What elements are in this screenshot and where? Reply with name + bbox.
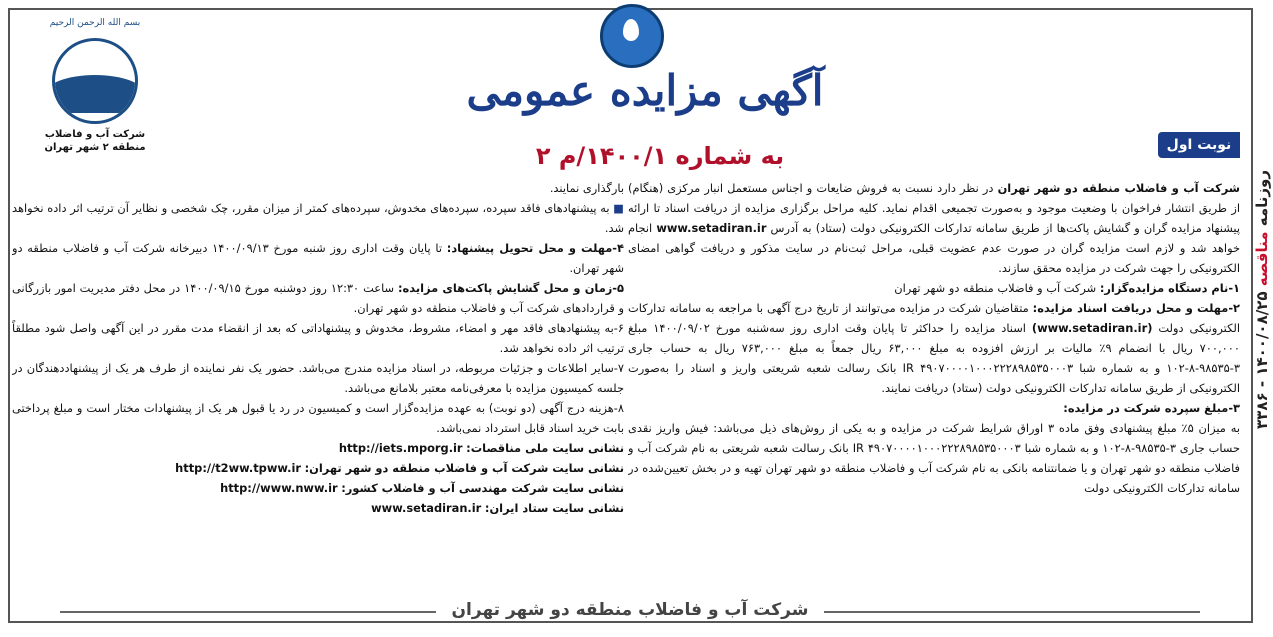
link-url-4[interactable]: www.setadiran.ir [371, 501, 482, 515]
section-1 [628, 278, 1240, 298]
section-4 [12, 238, 624, 278]
section-3-title: ۳-مبلغ سپرده شرکت در مزایده: [1063, 401, 1240, 415]
logo-line-2: منطقه ۲ شهر تهران [44, 142, 146, 153]
water-drop-icon [600, 4, 664, 68]
link-label-2: نشانی سایت شرکت آب و فاضلاب منطقه دو شهر تهران: [304, 461, 624, 475]
ad-title: آگهی مزایده عمومی [466, 66, 824, 115]
intro-link[interactable]: www.setadiran.ir [656, 221, 767, 235]
section-5 [12, 278, 624, 318]
section-7: ۷-سایر اطلاعات و جزئیات مربوطه، در اسناد مزایده مندرج می‌باشد. حضور یک نفر نماینده از طرف هر یک از پیشنهاددهندگان در جلسه کمیسیون مزایده با معرفی‌نامه معتبر بلامانع می‌باشد. [12, 361, 624, 395]
logo-line-1: شرکت آب و فاضلاب [44, 129, 146, 140]
ad-number: به شماره ۱۴۰۰/۱/م ۲ [535, 142, 785, 170]
link-row-3 [12, 478, 624, 498]
section-3 [628, 398, 1240, 418]
section-2-text: متقاضیان شرکت در مزایده می‌توانند از تاریخ درج آگهی با مراجعه به سامانه تدارکات الکترونیکی دولت [628, 301, 1240, 335]
company-logo [30, 18, 160, 168]
link-row-2 [12, 458, 624, 478]
link-label-4: نشانی سایت ستاد ایران: [484, 501, 624, 515]
section-4-title: ۴-مهلت و محل تحویل پیشنهاد: [446, 241, 624, 255]
section-2-link[interactable]: (www.setadiran.ir) [1031, 321, 1153, 335]
deposit-note [12, 198, 624, 238]
newspaper-sidebar [1249, 0, 1273, 637]
link-url-1[interactable]: http://iets.mporg.ir [338, 441, 463, 455]
section-6: ۶-به پیشنهادهای فاقد مهر و امضاء، مشروط، مخدوش و پیشنهاداتی که بعد از انقضاء مدت مقرر در این آگهی واصل شود مطلقاً ترتیب اثر داده نخواهد شد. [12, 321, 624, 355]
section-8: ۸-هزینه درج آگهی (دو نوبت) به عهده مزایده‌گزار است و کمیسیون در رد یا قبول هر یک از پیشنهادات مختار است و مبلغ پرداختی بابت خرید اسناد قابل استرداد نمی‌باشد. [12, 401, 624, 435]
link-row-1 [12, 438, 624, 458]
link-row-4 [12, 498, 624, 518]
round-badge: نوبت اول [1158, 132, 1240, 158]
link-url-3[interactable]: http://www.nww.ir [220, 481, 338, 495]
section-2-text-2: اسناد مزایده را حداکثر تا پایان وقت اداری روز سه‌شنبه مورخ ۱۴۰۰/۰۹/۰۲ مبلغ ۷۰۰,۰۰۰ ریال با انضمام ۹٪ مالیات بر ارزش افزوده به مبلغ ۶۳,۰۰۰ ریال جمعاً به مبلغ ۷۶۳,۰۰۰ ریال به حساب جاری ۳-۹۸۵۳۵-۸-۱۰۲ و به شماره شبا IR ۴۹۰۷۰۰۰۰۱۰۰۰۲۲۲۸۹۸۵۳۵۰۰۰۳ بانک رسالت شعبه شریعتی واریز و اسناد را به‌صورت الکترونیکی از طریق سامانه تدارکات الکترونیکی دولت (ستاد) دریافت نمایند. [628, 321, 1240, 395]
section-1-title: ۱-نام دستگاه مزایده‌گزار: [1099, 281, 1240, 295]
section-5-text: ساعت ۱۲:۳۰ روز دوشنبه مورخ ۱۴۰۰/۰۹/۱۵ در محل دفتر مدیریت امور بازرگانی و قراردادهای شرکت آب و فاضلاب منطقه دو شهر تهران. [12, 281, 624, 315]
paper-brand: مناقصه [1253, 231, 1271, 287]
right-column [628, 178, 1240, 590]
link-url-2[interactable]: http://t2ww.tpww.ir [175, 461, 301, 475]
link-label-3: نشانی سایت شرکت مهندسی آب و فاضلاب کشور: [341, 481, 624, 495]
deposit-note-text: به پیشنهادهای فاقد سپرده، سپرده‌های مخدوش، سپرده‌های کمتر از میزان مقرر، چک شخصی و نظایر آن ترتیب اثر داده نخواهد شد. [12, 201, 624, 235]
water-logo-icon [52, 38, 138, 124]
section-1-text: شرکت آب و فاضلاب منطقه دو شهر تهران [894, 281, 1100, 295]
section-2-title: ۲-مهلت و محل دریافت اسناد مزایده: [1032, 301, 1240, 315]
footer-text: شرکت آب و فاضلاب منطقه دو شهر تهران [436, 600, 825, 620]
section-4-text: تا پایان وقت اداری روز شنبه مورخ ۱۴۰۰/۰۹/۱۳ دبیرخانه شرکت آب و فاضلاب منطقه دو شهر تهران. [12, 241, 624, 275]
link-label-1: نشانی سایت ملی مناقصات: [466, 441, 624, 455]
intro-end: انجام خواهد شد و لازم است مزایده گران در صورت عدم عضویت قبلی، مراحل ثبت‌نام در سایت مذکور و دریافت گواهی امضای الکترونیکی را جهت شرکت در مزایده محقق سازند. [628, 221, 1240, 275]
section-5-title: ۵-زمان و محل گشایش پاکت‌های مزایده: [398, 281, 624, 295]
continuation-text: بارگذاری نمایند. [549, 181, 624, 195]
intro-paragraph [628, 178, 1240, 278]
intro-text: در نظر دارد نسبت به فروش ضایعات و اجناس مستعمل انبار مرکزی (هنگام) از طریق انتشار فراخوان با وضعیت موجود و به‌صورت تجمیعی اقدام نماید. کلیه مراحل برگزاری مزایده از دریافت اسناد تا ارائه پیشنهاد مزایده گران و گشایش پاکت‌ها از طریق سامانه تدارکات الکترونیکی دولت (ستاد) به آدرس [628, 181, 1240, 235]
intro-bold: شرکت آب و فاضلاب منطقه دو شهر تهران [997, 181, 1240, 195]
left-column [12, 178, 624, 590]
paper-name: روزنامه [1253, 170, 1271, 227]
footer [60, 600, 1200, 624]
bullet-icon: ■ [609, 201, 624, 215]
section-2 [628, 298, 1240, 398]
sidebar-caption [1253, 170, 1271, 429]
issue-date: ۱۴۰۰/۰۸/۲۵ - ۳۳۸۶ [1253, 291, 1271, 429]
section-3-body: به میزان ۵٪ مبلغ پیشنهادی وفق ماده ۳ اوراق شرایط شرکت در مزایده و به یکی از روش‌های ذیل می‌باشد: فیش واریز نقدی حساب جاری ۳-۹۸۵۳۵-۸-۱۰۲ و به شماره شبا IR ۴۹۰۷۰۰۰۰۱۰۰۰۲۲۲۸۹۸۵۳۵۰۰۰۳ بانک رسالت شعبه شریعتی به نام شرکت آب و فاضلاب منطقه دو شهر تهران و یا ضمانتنامه بانکی به نام شرکت آب و فاضلاب منطقه دو شهر تهران تهیه و در بخش تعیین‌شده در سامانه تدارکات الکترونیکی دولت [628, 421, 1240, 495]
logo-top-caption: بسم الله الرحمن الرحیم [49, 18, 141, 28]
